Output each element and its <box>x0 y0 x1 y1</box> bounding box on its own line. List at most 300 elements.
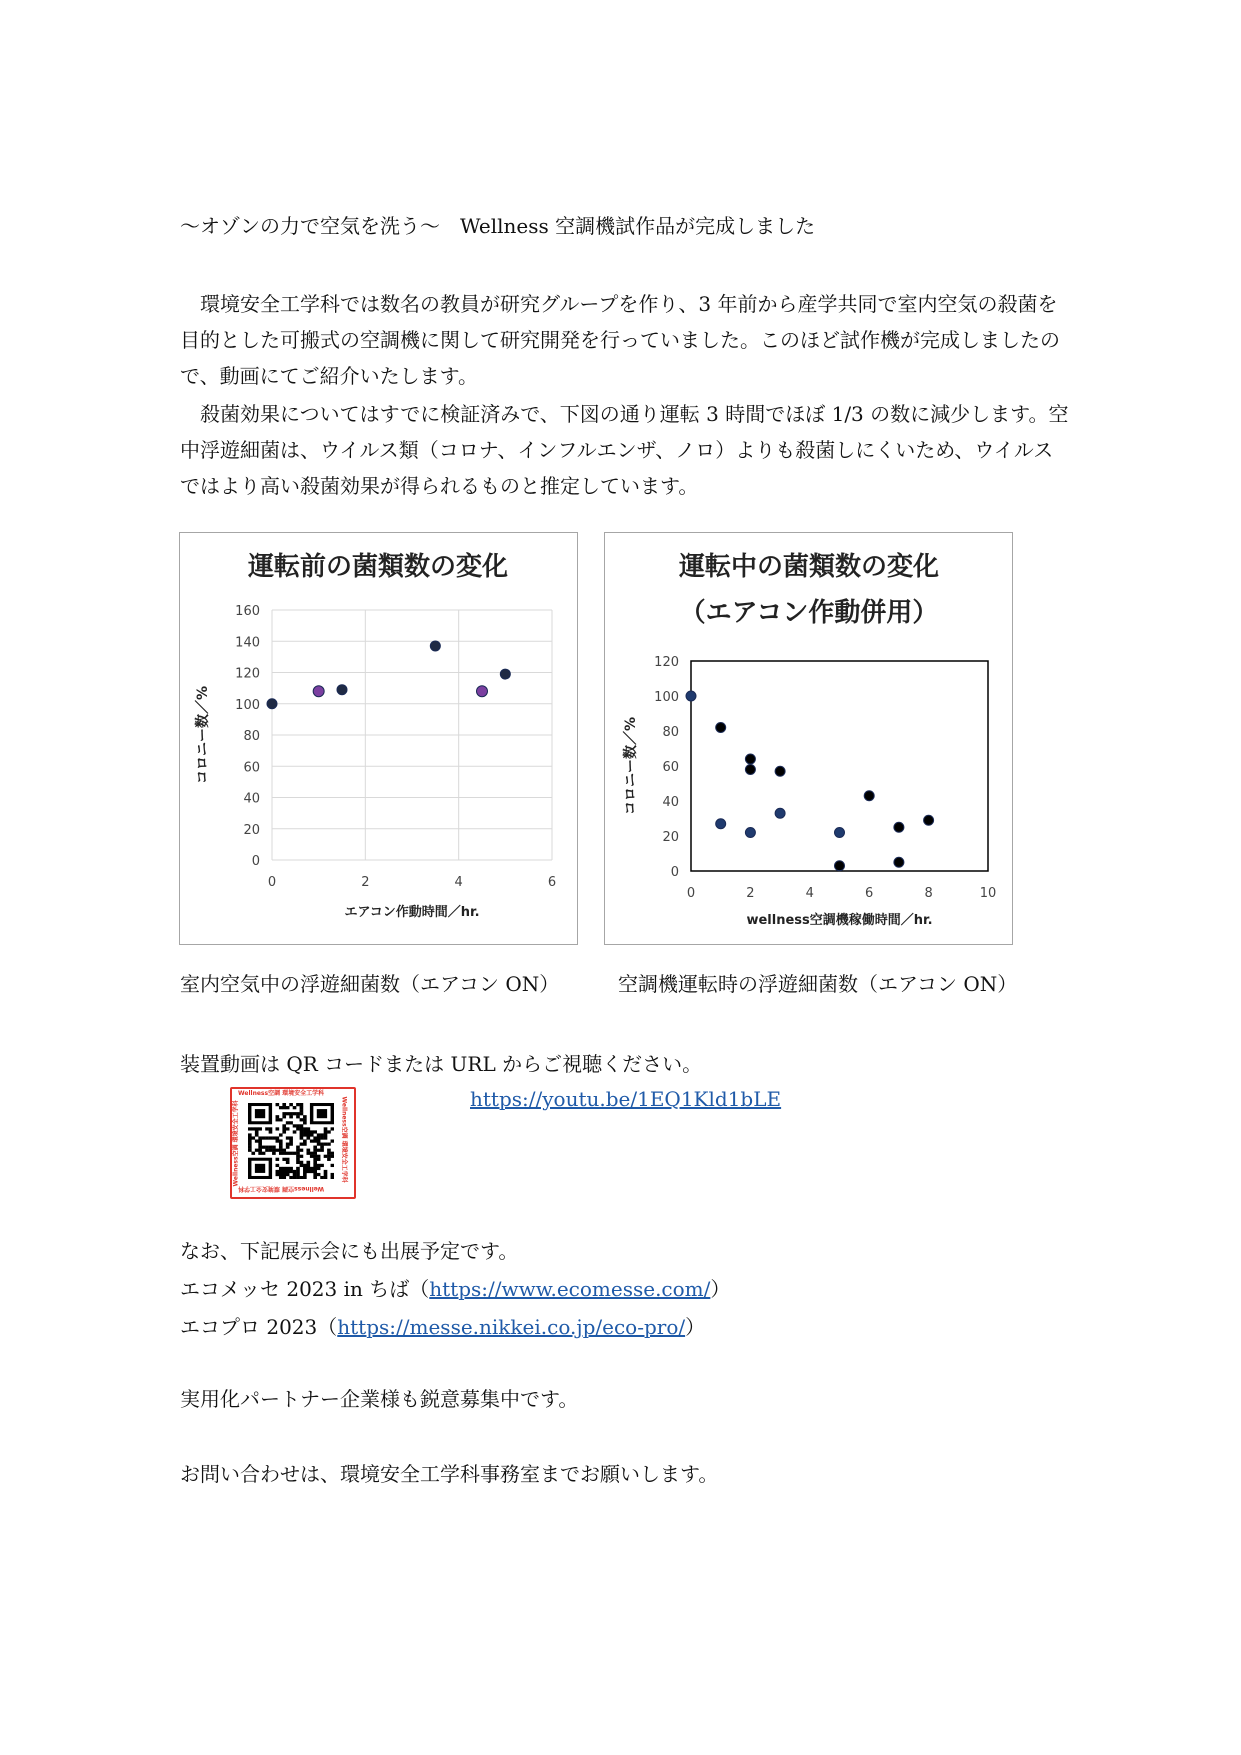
qr-module <box>313 1130 317 1133</box>
partner-recruitment: 実用化パートナー企業様も鋭意募集中です。 <box>180 1387 579 1411</box>
caption-right: 空調機運転時の浮遊細菌数（エアコン ON） <box>618 972 1018 996</box>
qr-module <box>296 1170 300 1173</box>
qr-module <box>313 1139 317 1142</box>
qr-module <box>313 1161 317 1164</box>
qr-module <box>289 1167 293 1170</box>
data-point <box>775 808 785 818</box>
y-tick-label: 80 <box>243 729 260 744</box>
qr-module <box>320 1146 324 1149</box>
qr-module <box>331 1127 334 1130</box>
qr-module <box>272 1146 276 1149</box>
qr-module <box>279 1149 283 1152</box>
qr-module <box>276 1103 280 1106</box>
data-point <box>894 822 904 832</box>
y-tick-label: 120 <box>654 655 679 670</box>
qr-module <box>310 1139 314 1142</box>
qr-finder-inner <box>255 1164 265 1173</box>
exhibit-ecopro-link[interactable]: https://messe.nikkei.co.jp/eco-pro/ <box>337 1315 686 1339</box>
qr-module <box>300 1133 304 1136</box>
x-tick-label: 6 <box>547 875 557 890</box>
qr-module <box>313 1136 317 1139</box>
qr-module <box>276 1164 280 1167</box>
qr-module <box>296 1167 300 1170</box>
qr-module <box>279 1133 283 1136</box>
y-axis-label: コロニー数／% <box>623 716 639 816</box>
qr-finder-inner <box>317 1109 327 1118</box>
qr-module <box>313 1149 317 1152</box>
qr-module <box>310 1155 314 1158</box>
qr-module <box>258 1146 262 1149</box>
qr-module <box>276 1136 280 1139</box>
data-point <box>745 765 755 775</box>
qr-module <box>248 1149 252 1152</box>
qr-module <box>296 1124 300 1127</box>
data-point <box>745 828 755 838</box>
chart-before-operation <box>179 532 578 945</box>
x-tick-label: 2 <box>361 875 370 890</box>
qr-module <box>293 1112 297 1115</box>
qr-module <box>282 1112 286 1115</box>
y-tick-label: 160 <box>235 604 260 619</box>
y-tick-label: 60 <box>243 760 260 776</box>
qr-module <box>313 1173 317 1176</box>
qr-module <box>310 1130 314 1133</box>
qr-module <box>276 1149 280 1152</box>
qr-module <box>296 1127 300 1130</box>
qr-module <box>293 1106 297 1109</box>
qr-module <box>303 1167 307 1170</box>
qr-module <box>258 1136 262 1139</box>
qr-module <box>300 1164 304 1167</box>
qr-module <box>300 1136 304 1139</box>
y-tick-label: 20 <box>662 830 679 845</box>
qr-module <box>331 1152 334 1155</box>
qr-module <box>306 1164 310 1167</box>
qr-module <box>303 1173 307 1176</box>
qr-module <box>306 1133 310 1136</box>
qr-module <box>282 1173 286 1176</box>
qr-module <box>282 1152 286 1155</box>
data-point <box>313 686 324 697</box>
qr-module <box>282 1170 286 1173</box>
qr-module <box>282 1167 286 1170</box>
qr-module <box>327 1155 331 1158</box>
qr-module <box>282 1124 286 1127</box>
qr-module <box>293 1170 297 1173</box>
exhibit-ecomesse-name: エコメッセ 2023 in ちば（ <box>180 1277 430 1301</box>
qr-module <box>289 1139 293 1142</box>
exhibit-intro: なお、下記展示会にも出展予定です。 <box>180 1239 519 1263</box>
qr-module <box>293 1173 297 1176</box>
qr-module <box>300 1161 304 1164</box>
qr-module <box>272 1152 276 1155</box>
qr-module <box>276 1115 280 1118</box>
qr-module <box>327 1158 331 1161</box>
qr-module <box>276 1158 280 1161</box>
qr-module <box>327 1130 331 1133</box>
qr-module <box>282 1158 286 1161</box>
qr-module <box>276 1127 280 1130</box>
plot-frame <box>691 661 988 871</box>
qr-module <box>313 1152 317 1155</box>
qr-module <box>255 1149 259 1152</box>
qr-module <box>313 1155 317 1158</box>
qr-module <box>296 1161 300 1164</box>
qr-module <box>317 1133 321 1136</box>
qr-border-text-right: Wellness空調 環境安全工学科 <box>340 1096 348 1183</box>
qr-module <box>276 1118 280 1121</box>
qr-module <box>289 1115 293 1118</box>
qr-module <box>258 1139 262 1142</box>
y-tick-label: 100 <box>235 697 260 713</box>
qr-module <box>276 1170 280 1173</box>
qr-module <box>255 1130 259 1133</box>
qr-finder-inner <box>255 1109 265 1118</box>
y-tick-label: 40 <box>243 791 260 807</box>
qr-module <box>289 1170 293 1173</box>
qr-module <box>303 1127 307 1130</box>
qr-module <box>300 1112 304 1115</box>
qr-module <box>313 1164 317 1167</box>
qr-module <box>258 1149 262 1152</box>
contact-info: お問い合わせは、環境安全工学科事務室までお願いします。 <box>180 1462 719 1486</box>
qr-module <box>300 1109 304 1112</box>
qr-module <box>296 1103 300 1106</box>
exhibit-ecopro-close: ） <box>685 1315 706 1339</box>
qr-module <box>331 1164 334 1167</box>
qr-module <box>282 1103 286 1106</box>
qr-module <box>282 1176 286 1179</box>
data-point <box>775 766 785 776</box>
qr-module <box>251 1136 255 1139</box>
qr-module <box>303 1115 307 1118</box>
qr-module <box>296 1152 300 1155</box>
video-instruction: 装置動画は QR コードまたは URL からご視聴ください。 <box>180 1052 703 1076</box>
y-tick-label: 100 <box>654 690 679 705</box>
x-tick-label: 10 <box>979 886 997 901</box>
qr-module <box>306 1161 310 1164</box>
qr-module <box>251 1127 255 1130</box>
qr-module <box>296 1173 300 1176</box>
y-tick-label: 0 <box>251 854 260 869</box>
qr-module <box>300 1176 304 1179</box>
y-tick-label: 40 <box>662 795 679 810</box>
exhibit-item-ecopro <box>180 1313 705 1341</box>
qr-module <box>286 1143 290 1146</box>
data-point <box>716 819 726 829</box>
qr-module <box>331 1155 334 1158</box>
qr-module <box>317 1164 321 1167</box>
qr-module <box>327 1149 331 1152</box>
qr-module <box>286 1158 290 1161</box>
qr-border-text-top: Wellness空調 環境安全工学科 <box>238 1090 325 1097</box>
data-point <box>716 723 726 733</box>
qr-module <box>317 1158 321 1161</box>
data-point <box>924 815 934 825</box>
qr-module <box>279 1143 283 1146</box>
qr-module <box>279 1173 283 1176</box>
qr-module <box>300 1143 304 1146</box>
qr-module <box>300 1124 304 1127</box>
paragraph-intro: 環境安全工学科では数名の教員が研究グループを作り、3 年前から産学共同で室内空気の殺菌を目的とした可搬式の空調機に関して研究開発を行っていました。このほど試作機が完成しましたので、動画にてご紹介いたします。 <box>180 292 1060 388</box>
exhibit-item-ecomesse <box>180 1275 730 1303</box>
qr-module <box>279 1176 283 1179</box>
qr-module <box>320 1136 324 1139</box>
x-tick-label: 0 <box>686 886 696 901</box>
qr-module <box>265 1146 269 1149</box>
qr-module <box>286 1106 290 1109</box>
qr-module <box>296 1146 300 1149</box>
qr-module <box>306 1152 310 1155</box>
data-point <box>894 857 904 867</box>
qr-pattern-icon <box>248 1103 334 1179</box>
qr-module <box>306 1130 310 1133</box>
qr-module <box>289 1143 293 1146</box>
qr-module <box>306 1136 310 1139</box>
qr-module <box>303 1133 307 1136</box>
qr-module <box>324 1155 328 1158</box>
qr-module <box>255 1139 259 1142</box>
x-tick-label: 2 <box>746 886 755 901</box>
qr-module <box>306 1170 310 1173</box>
qr-module <box>327 1152 331 1155</box>
qr-module <box>331 1173 334 1176</box>
x-axis-label: wellness空調機稼働時間／hr. <box>746 913 933 928</box>
qr-module <box>303 1143 307 1146</box>
qr-module <box>313 1158 317 1161</box>
qr-module <box>296 1176 300 1179</box>
data-point <box>500 669 510 679</box>
qr-module <box>269 1136 273 1139</box>
qr-module <box>289 1152 293 1155</box>
chart-during-svg <box>605 533 1012 944</box>
qr-module <box>276 1139 280 1142</box>
qr-module <box>306 1149 310 1152</box>
qr-module <box>289 1136 293 1139</box>
paragraph-effect: 殺菌効果についてはすでに検証済みで、下図の通り運転 3 時間でほぼ 1/3 の数に減少します。空中浮遊細菌は、ウイルス類（コロナ、インフルエンザ、ノロ）よりも殺菌しにくいため、ウイルスではより高い殺菌効果が得られるものと推定しています。 <box>180 402 1069 498</box>
qr-module <box>269 1127 273 1130</box>
qr-module <box>279 1106 283 1109</box>
qr-module <box>279 1139 283 1142</box>
qr-module <box>296 1155 300 1158</box>
qr-module <box>303 1164 307 1167</box>
data-point <box>267 699 277 709</box>
qr-module <box>286 1146 290 1149</box>
qr-module <box>282 1106 286 1109</box>
qr-module <box>282 1130 286 1133</box>
qr-module <box>306 1127 310 1130</box>
qr-module <box>248 1146 252 1149</box>
qr-module <box>300 1130 304 1133</box>
qr-module <box>324 1176 328 1179</box>
qr-module <box>279 1167 283 1170</box>
qr-module <box>265 1149 269 1152</box>
qr-module <box>324 1133 328 1136</box>
qr-module <box>310 1152 314 1155</box>
qr-module <box>248 1133 252 1136</box>
qr-module <box>293 1176 297 1179</box>
y-tick-label: 80 <box>662 725 679 740</box>
qr-module <box>303 1118 307 1121</box>
qr-module <box>303 1130 307 1133</box>
qr-module <box>258 1127 262 1130</box>
data-point <box>745 754 755 764</box>
qr-module <box>248 1127 252 1130</box>
qr-module <box>282 1149 286 1152</box>
qr-module <box>286 1173 290 1176</box>
qr-module <box>327 1143 331 1146</box>
qr-module <box>317 1173 321 1176</box>
qr-module <box>279 1152 283 1155</box>
qr-module <box>317 1149 321 1152</box>
data-point <box>864 791 874 801</box>
qr-module <box>331 1139 334 1142</box>
qr-module <box>286 1112 290 1115</box>
qr-module <box>293 1124 297 1127</box>
chart-subtitle: （エアコン作動併用） <box>679 598 939 628</box>
x-tick-label: 4 <box>454 875 463 890</box>
qr-module <box>282 1127 286 1130</box>
qr-module <box>289 1121 293 1124</box>
qr-module <box>303 1176 307 1179</box>
y-tick-label: 140 <box>235 635 260 651</box>
qr-module <box>272 1149 276 1152</box>
qr-module <box>265 1136 269 1139</box>
qr-module <box>289 1176 293 1179</box>
qr-module <box>310 1133 314 1136</box>
qr-module <box>286 1136 290 1139</box>
qr-module <box>262 1136 266 1139</box>
qr-module <box>320 1176 324 1179</box>
data-point <box>430 641 440 651</box>
qr-module <box>320 1149 324 1152</box>
qr-module <box>324 1170 328 1173</box>
qr-module <box>313 1170 317 1173</box>
x-tick-label: 6 <box>865 886 874 901</box>
qr-module <box>258 1152 262 1155</box>
qr-module <box>286 1170 290 1173</box>
qr-module <box>282 1115 286 1118</box>
qr-module <box>300 1106 304 1109</box>
qr-module <box>324 1173 328 1176</box>
qr-module <box>286 1121 290 1124</box>
qr-module <box>324 1130 328 1133</box>
qr-module <box>320 1143 324 1146</box>
x-tick-label: 4 <box>805 886 814 901</box>
chart-title: 運転前の菌類数の変化 <box>247 552 509 582</box>
qr-module <box>248 1139 252 1142</box>
exhibit-ecopro-name: エコプロ 2023（ <box>180 1315 338 1339</box>
qr-module <box>293 1130 297 1133</box>
qr-module <box>300 1127 304 1130</box>
qr-module <box>255 1133 259 1136</box>
qr-module <box>310 1170 314 1173</box>
qr-module <box>279 1170 283 1173</box>
qr-module <box>317 1143 321 1146</box>
qr-module <box>289 1112 293 1115</box>
qr-module <box>317 1167 321 1170</box>
qr-module <box>300 1103 304 1106</box>
data-point <box>686 691 696 701</box>
caption-left: 室内空気中の浮遊細菌数（エアコン ON） <box>180 972 560 996</box>
x-tick-label: 8 <box>924 886 933 901</box>
qr-module <box>286 1161 290 1164</box>
qr-module <box>303 1121 307 1124</box>
data-point <box>337 685 347 695</box>
chart-during-operation <box>604 532 1013 945</box>
exhibit-ecomesse-link[interactable]: https://www.ecomesse.com/ <box>429 1277 711 1301</box>
qr-module <box>313 1167 317 1170</box>
qr-module <box>310 1167 314 1170</box>
qr-module <box>289 1103 293 1106</box>
data-point <box>835 828 845 838</box>
qr-module <box>286 1167 290 1170</box>
document-title: 〜オゾンの力で空気を洗う〜 Wellness 空調機試作品が完成しました <box>180 214 816 238</box>
qr-module <box>269 1146 273 1149</box>
qr-module <box>324 1143 328 1146</box>
x-tick-label: 0 <box>267 875 277 890</box>
qr-module <box>296 1158 300 1161</box>
y-tick-label: 0 <box>670 865 679 880</box>
qr-module <box>300 1118 304 1121</box>
qr-code[interactable] <box>230 1087 352 1195</box>
qr-module <box>296 1115 300 1118</box>
exhibit-ecomesse-close: ） <box>710 1277 731 1301</box>
qr-border-text-bottom: Wellness空調 環境安全工学科 <box>238 1185 325 1192</box>
qr-module <box>320 1133 324 1136</box>
qr-border-text-left: Wellness空調 環境安全工学科 <box>232 1100 240 1187</box>
qr-module <box>296 1112 300 1115</box>
qr-module <box>296 1149 300 1152</box>
qr-module <box>317 1155 321 1158</box>
x-axis-label: エアコン作動時間／hr. <box>344 905 480 920</box>
qr-module <box>317 1136 321 1139</box>
qr-module <box>306 1167 310 1170</box>
data-point <box>835 861 845 871</box>
qr-module <box>286 1127 290 1130</box>
qr-module <box>269 1130 273 1133</box>
qr-module <box>279 1146 283 1149</box>
qr-module <box>269 1149 273 1152</box>
qr-module <box>303 1139 307 1142</box>
qr-module <box>286 1152 290 1155</box>
qr-module <box>255 1127 259 1130</box>
qr-module <box>300 1155 304 1158</box>
y-tick-label: 20 <box>243 822 260 838</box>
qr-module <box>265 1127 269 1130</box>
qr-module <box>279 1118 283 1121</box>
qr-module <box>258 1143 262 1146</box>
qr-module <box>262 1152 266 1155</box>
qr-module <box>303 1170 307 1173</box>
video-url-link[interactable]: https://youtu.be/1EQ1Kld1bLE <box>470 1087 782 1111</box>
qr-module <box>324 1127 328 1130</box>
qr-module <box>248 1143 252 1146</box>
y-axis-label: コロニー数／% <box>195 685 211 785</box>
qr-module <box>324 1136 328 1139</box>
chart-before-svg <box>180 533 577 944</box>
qr-module <box>331 1176 334 1179</box>
qr-module <box>272 1136 276 1139</box>
qr-module <box>293 1152 297 1155</box>
qr-module <box>313 1146 317 1149</box>
qr-module <box>320 1164 324 1167</box>
qr-module <box>248 1136 252 1139</box>
qr-module <box>276 1173 280 1176</box>
qr-module <box>262 1146 266 1149</box>
qr-module <box>300 1149 304 1152</box>
y-tick-label: 60 <box>662 760 679 775</box>
